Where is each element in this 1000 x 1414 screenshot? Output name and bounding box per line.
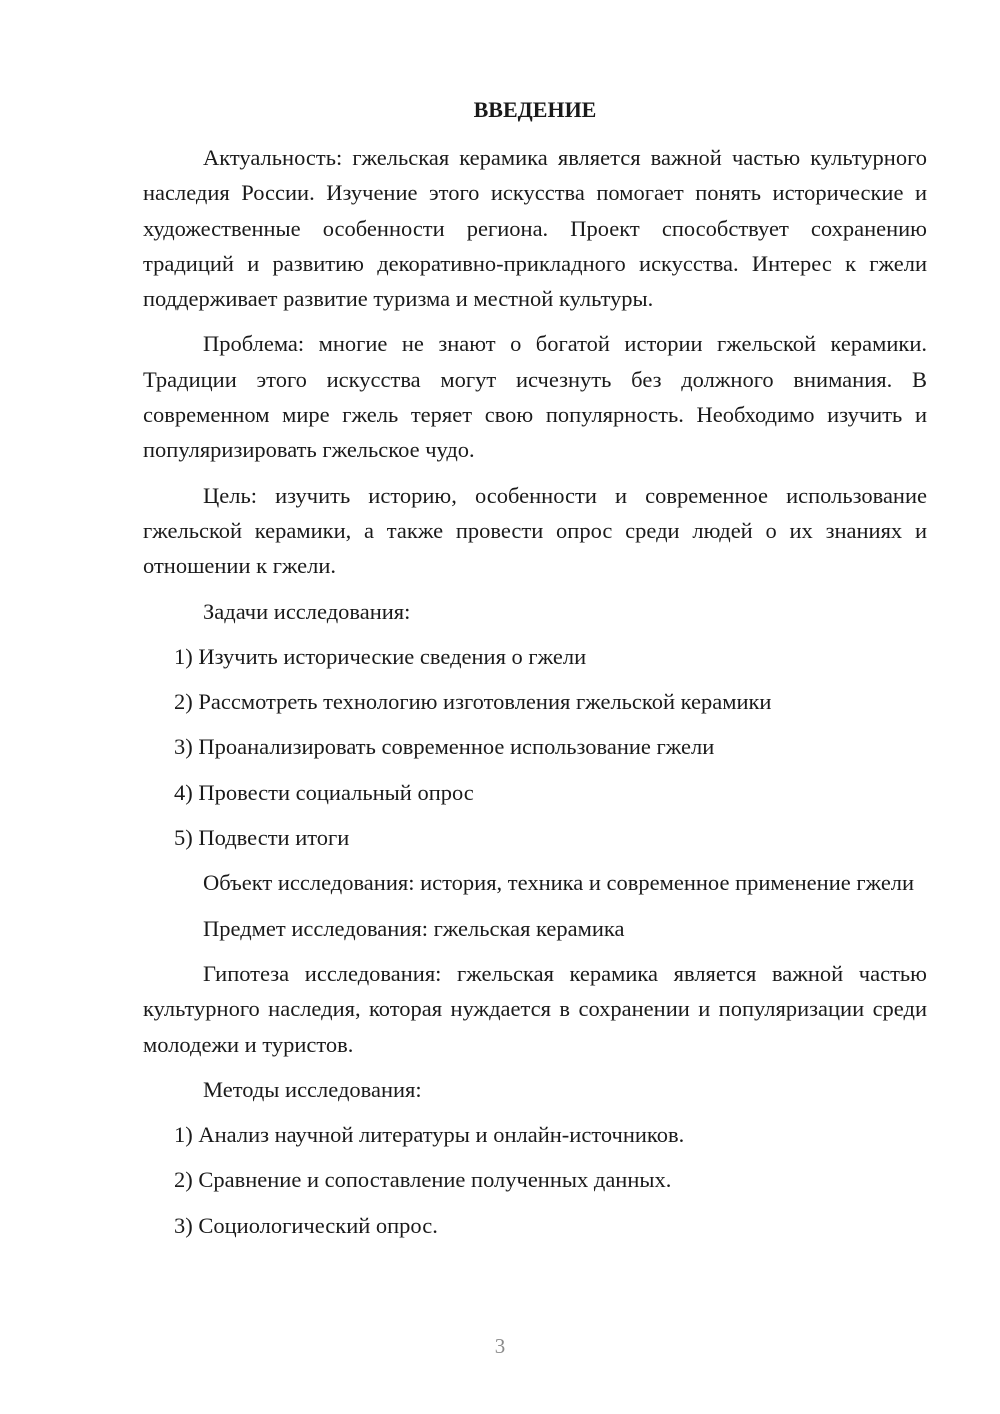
page-number: 3	[494, 1334, 506, 1358]
document-page	[143, 95, 927, 1253]
section-title: ВВЕДЕНИЕ	[473, 97, 597, 122]
relevance-paragraph: Актуальность: гжельская керамика является важной частью культурного наследия России. Изучение этого искусства помогает понять исторические и художественные особенности региона. Проект способствует сохранению традиций и развитию декоративно-прикладного искусства. Интерес к гжели поддерживает развитие туризма и местной культуры.	[143, 145, 927, 312]
task-item: 3) Проанализировать современное использование гжели	[174, 734, 715, 760]
problem-paragraph: Проблема: многие не знают о богатой истории гжельской керамики. Традиции этого искусства могут исчезнуть без должного внимания. В современном мире гжель теряет свою популярность. Необходимо изучить и популяризировать гжельское чудо.	[143, 331, 927, 463]
task-item: 5) Подвести итоги	[174, 825, 350, 851]
task-item: 1) Изучить исторические сведения о гжели	[174, 643, 587, 669]
method-item: 3) Социологический опрос.	[174, 1212, 438, 1238]
methods-heading: Методы исследования:	[203, 1076, 422, 1102]
methods-list	[143, 1117, 927, 1243]
goal-paragraph: Цель: изучить историю, особенности и современное использование гжельской керамики, а также провести опрос среди людей о их знаниях и отношении к гжели.	[143, 482, 927, 579]
object-paragraph: Объект исследования: история, техника и современное применение гжели	[203, 870, 915, 896]
tasks-list	[143, 639, 927, 855]
method-item: 2) Сравнение и сопоставление полученных данных.	[174, 1167, 672, 1193]
task-item: 4) Провести социальный опрос	[174, 779, 474, 805]
hypothesis-paragraph: Гипотеза исследования: гжельская керамика является важной частью культурного наследия, которая нуждается в сохранении и популяризации среди молодежи и туристов.	[143, 960, 927, 1057]
method-item: 1) Анализ научной литературы и онлайн-источников.	[174, 1122, 685, 1148]
subject-paragraph: Предмет исследования: гжельская керамика	[203, 915, 625, 941]
tasks-heading: Задачи исследования:	[203, 598, 411, 624]
task-item: 2) Рассмотреть технологию изготовления гжельской керамики	[174, 689, 772, 715]
